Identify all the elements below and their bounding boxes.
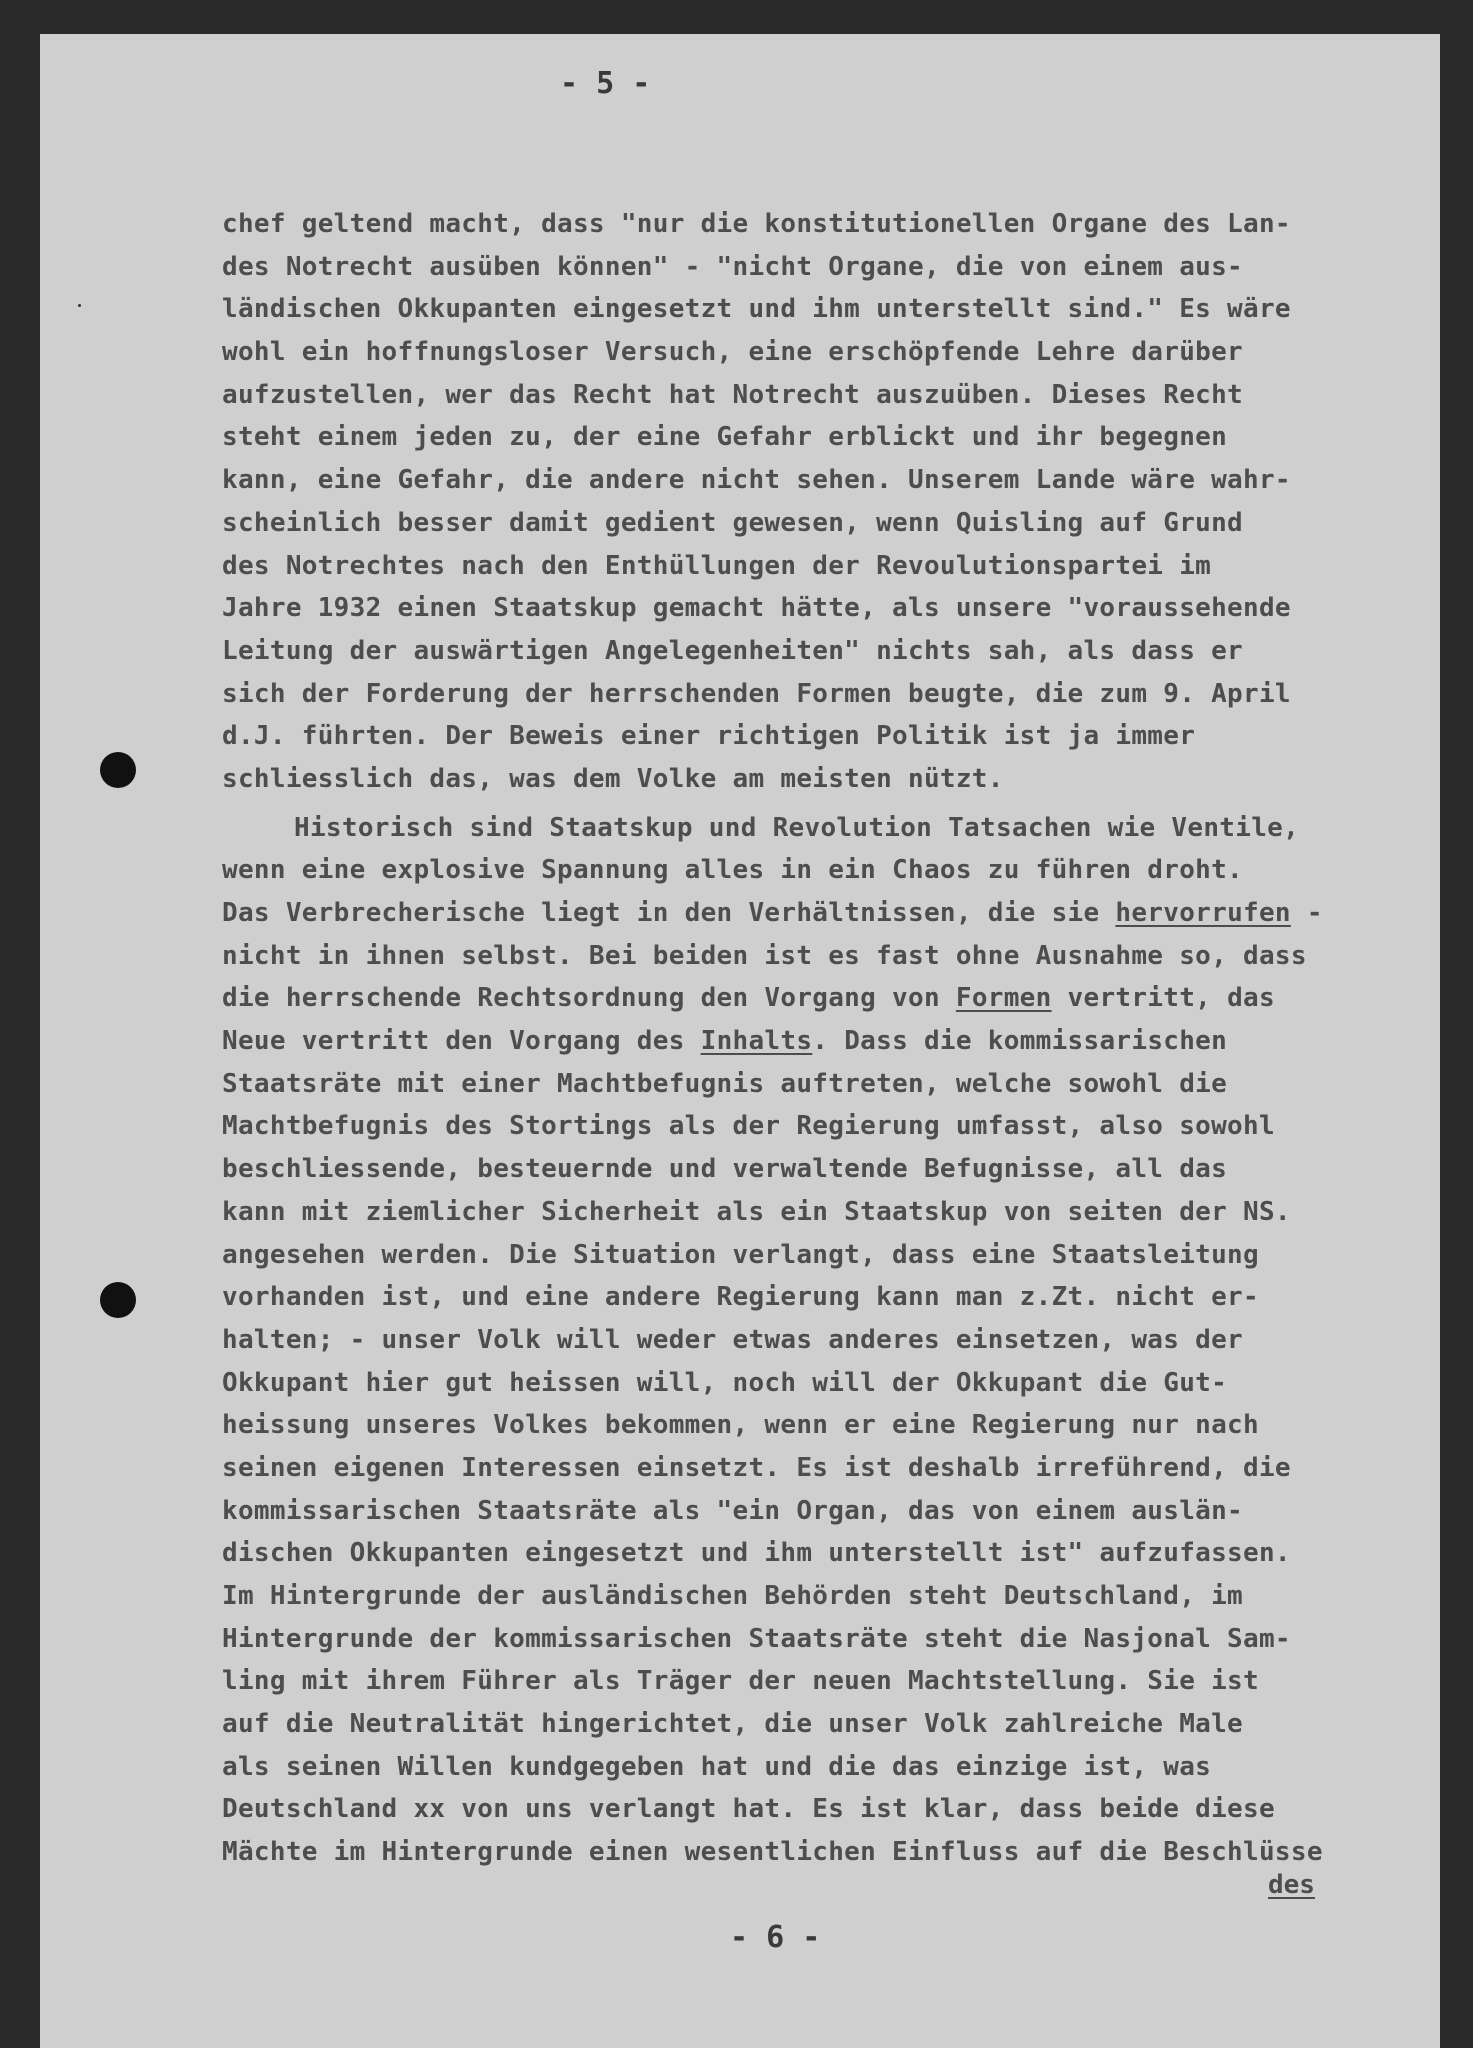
punch-hole bbox=[100, 752, 136, 788]
text-line: Mächte im Hintergrunde einen wesentlichen Einfluss auf die Beschlüsse bbox=[222, 1837, 1323, 1868]
page-number-footer: - 6 - bbox=[730, 1920, 821, 1955]
text-line: Staatsräte mit einer Machtbefugnis auftreten, welche sowohl die bbox=[222, 1068, 1228, 1099]
text-line: ländischen Okkupanten eingesetzt und ihm unterstellt sind." Es wäre bbox=[222, 294, 1291, 325]
underlined-word: Formen bbox=[955, 983, 1052, 1014]
text-line: Jahre 1932 einen Staatskup gemacht hätte, als unsere "voraussehende bbox=[222, 593, 1291, 624]
text-line: nicht in ihnen selbst. Bei beiden ist es fast ohne Ausnahme so, dass bbox=[222, 940, 1307, 971]
text-span: die herrschende Rechtsordnung den Vorgang von bbox=[222, 983, 956, 1014]
text-span: vertritt, das bbox=[1051, 983, 1275, 1014]
text-line: angesehen werden. Die Situation verlangt, dass eine Staatsleitung bbox=[222, 1239, 1259, 1270]
text-line: beschliessende, besteuernde und verwaltende Befugnisse, all das bbox=[222, 1154, 1228, 1185]
text-line: steht einem jeden zu, der eine Gefahr erblickt und ihr begegnen bbox=[222, 422, 1228, 453]
text-line: des Notrechtes nach den Enthüllungen der Revoulutionspartei im bbox=[222, 550, 1212, 581]
text-line: aufzustellen, wer das Recht hat Notrecht auszuüben. Dieses Recht bbox=[222, 379, 1244, 410]
text-line: wohl ein hoffnungsloser Versuch, eine erschöpfende Lehre darüber bbox=[222, 337, 1244, 368]
text-line bbox=[222, 1020, 1462, 1063]
text-line: seinen eigenen Interessen einsetzt. Es ist deshalb irreführend, die bbox=[222, 1452, 1291, 1483]
page-number-header: - 5 - bbox=[560, 66, 651, 101]
text-line: Deutschland xx von uns verlangt hat. Es ist klar, dass beide diese bbox=[222, 1794, 1275, 1825]
paper-speck bbox=[78, 304, 81, 307]
underlined-word: hervorrufen bbox=[1115, 898, 1291, 928]
text-line: Hintergrunde der kommissarischen Staatsräte steht die Nasjonal Sam- bbox=[222, 1623, 1291, 1654]
catchword: des bbox=[1268, 1870, 1315, 1900]
text-line: heissung unseres Volkes bekommen, wenn er eine Regierung nur nach bbox=[222, 1410, 1259, 1441]
text-line: d.J. führten. Der Beweis einer richtigen Politik ist ja immer bbox=[222, 721, 1196, 752]
text-line: als seinen Willen kundgegeben hat und die das einzige ist, was bbox=[222, 1751, 1212, 1782]
text-line bbox=[222, 892, 1462, 935]
typed-text-body bbox=[222, 203, 1462, 1874]
paragraph-2 bbox=[222, 807, 1462, 1874]
text-line: Okkupant hier gut heissen will, noch will der Okkupant die Gut- bbox=[222, 1367, 1228, 1398]
text-line: Im Hintergrunde der ausländischen Behörden steht Deutschland, im bbox=[222, 1581, 1244, 1611]
text-line: chef geltend macht, dass "nur die konstitutionellen Organe des Lan- bbox=[222, 209, 1291, 239]
text-line: vorhanden ist, und eine andere Regierung kann man z.Zt. nicht er- bbox=[222, 1282, 1259, 1313]
text-line: kommissarischen Staatsräte als "ein Organ, das von einem auslän- bbox=[222, 1495, 1244, 1526]
text-line: scheinlich besser damit gedient gewesen, wenn Quisling auf Grund bbox=[222, 507, 1244, 538]
text-line bbox=[222, 977, 1462, 1020]
text-line: Leitung der auswärtigen Angelegenheiten" nichts sah, als dass er bbox=[222, 635, 1244, 666]
text-line: Machtbefugnis des Stortings als der Regierung umfasst, also sowohl bbox=[222, 1111, 1275, 1142]
text-span: Neue vertritt den Vorgang des bbox=[222, 1026, 701, 1057]
text-line: dischen Okkupanten eingesetzt und ihm unterstellt ist" aufzufassen. bbox=[222, 1538, 1291, 1569]
punch-hole bbox=[100, 1282, 136, 1318]
text-line: auf die Neutralität hingerichtet, die unser Volk zahlreiche Male bbox=[222, 1709, 1244, 1740]
text-line: kann mit ziemlicher Sicherheit als ein Staatskup von seiten der NS. bbox=[222, 1196, 1291, 1227]
text-line: schliesslich das, was dem Volke am meisten nützt. bbox=[222, 763, 1004, 794]
text-line: sich der Forderung der herrschenden Formen beugte, die zum 9. April bbox=[222, 678, 1291, 709]
text-line: halten; - unser Volk will weder etwas anderes einsetzen, was der bbox=[222, 1324, 1244, 1355]
paragraph-1 bbox=[222, 203, 1462, 801]
text-line: wenn eine explosive Spannung alles in ein Chaos zu führen droht. bbox=[222, 855, 1244, 886]
text-line: kann, eine Gefahr, die andere nicht sehen. Unserem Lande wäre wahr- bbox=[222, 465, 1291, 496]
text-span: Das Verbrecherische liegt in den Verhältnissen, die sie bbox=[222, 898, 1116, 928]
text-line: ling mit ihrem Führer als Träger der neuen Machtstellung. Sie ist bbox=[222, 1666, 1259, 1697]
text-span: . Dass die kommissarischen bbox=[812, 1026, 1228, 1057]
text-line: des Notrecht ausüben können" - "nicht Organe, die von einem aus- bbox=[222, 251, 1244, 282]
text-span: - bbox=[1290, 898, 1323, 928]
underlined-word: Inhalts bbox=[700, 1026, 813, 1057]
text-line: Historisch sind Staatskup und Revolution Tatsachen wie Ventile, bbox=[294, 812, 1300, 843]
